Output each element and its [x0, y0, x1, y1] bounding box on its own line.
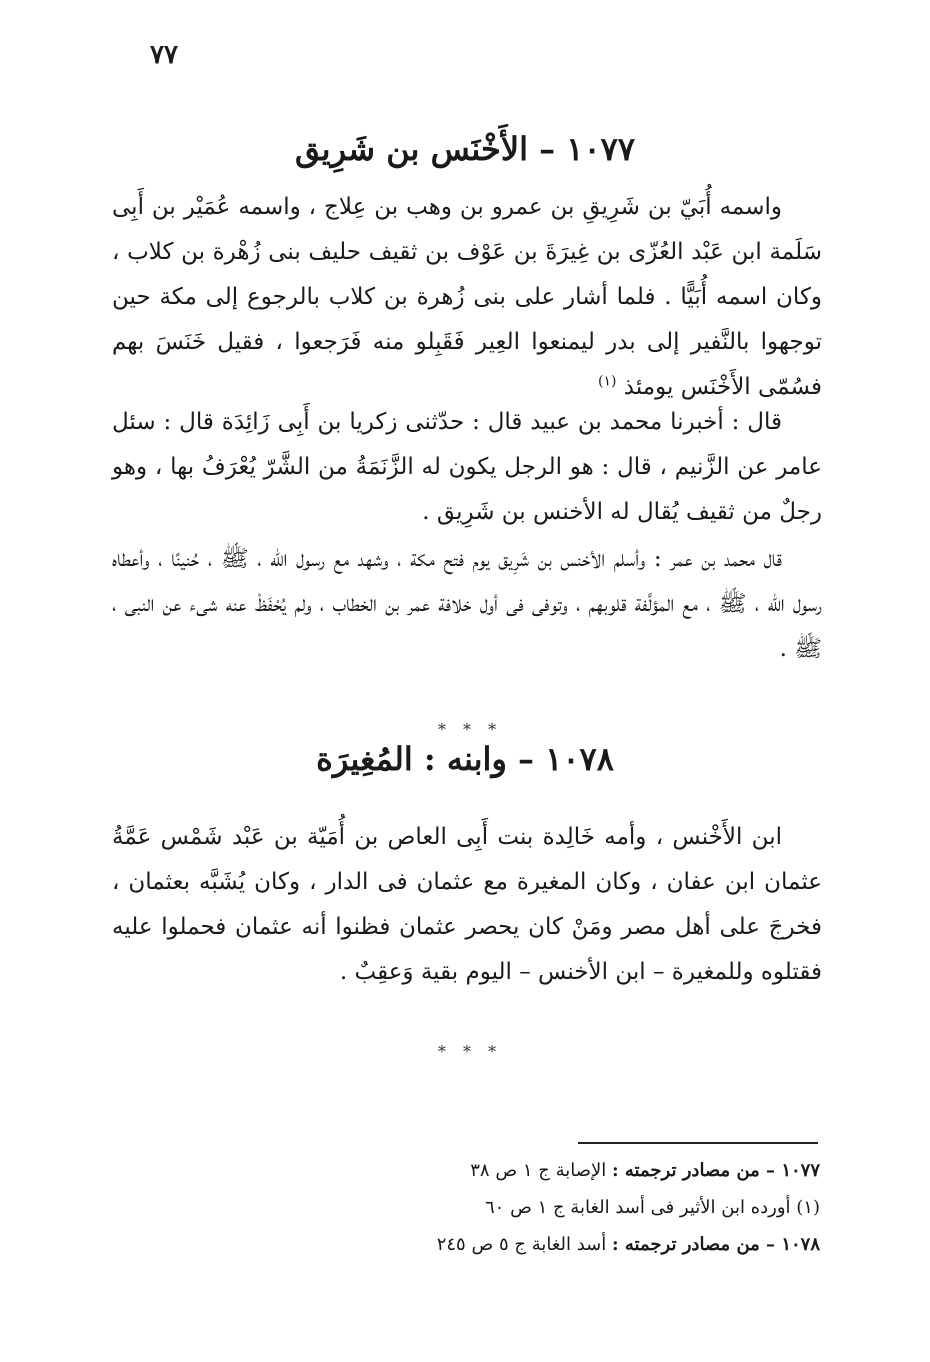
section-separator: * * *	[437, 720, 503, 739]
entry-1077-paragraph-1	[112, 185, 822, 410]
footnote-1078-sources	[300, 1226, 820, 1263]
entry-1077-paragraph-2	[112, 400, 822, 535]
entry-1078-paragraph-1	[112, 815, 822, 995]
footnote-text: الإصابة ج ١ ص ٣٨	[470, 1160, 607, 1181]
paragraph-text: قال : أخبرنا محمد بن عبيد قال : حدّثنى زكريا بن أَبِى زَائِدَة قال : سئل عامر عن الزَّنيم ، قال : هو الرجل يكون له الزَّنَمَةُ من الشَّرّ يُعْرَفُ بها ، وهو رجلٌ من ثقيف يُقال له الأخنس بن شَرِيق .	[112, 409, 822, 525]
footnote-marker: (١)	[598, 373, 617, 390]
paragraph-text: ابن الأَخْنس ، وأمه خَالِدة بنت أَبِى العاص بن أُمَيّة بن عَبْد شَمْس عَمَّةُ عثمان ابن عفان ، وكان المغيرة مع عثمان فى الدار ، وكان يُشَبَّه بعثمان ، فخرجَ على أهل مصر ومَنْ كان يحصر عثمان فظنوا أنه عثمان فحملوا عليه فقتلوه وللمغيرة – ابن الأخنس – اليوم بقية وَعقِبٌ .	[112, 824, 822, 985]
footnote-1077-sources	[300, 1152, 820, 1189]
footnote-label: ١٠٧٨ – من مصادر ترجمته :	[612, 1234, 820, 1255]
footnote-divider	[578, 1142, 818, 1144]
footnote-text: أسد الغابة ج ٥ ص ٢٤٥	[436, 1234, 607, 1255]
footnotes	[300, 1152, 820, 1263]
paragraph-text: واسمه أُبَيّ بن شَرِيقِ بن عمرو بن وهب بن عِلاج ، واسمه عُمَيْر بن أَبِى سَلَمة ابن عَبْد العُزّى بن غِيرَةَ بن عَوْف بن ثقيف حليف بنى زُهْرة بن كلاب ، وكان اسمه أُبَيًّا . فلما أشار على بنى زُهرة بن كلاب بالرجوع إلى مكة حين توجهوا بالنَّفير إلى بدر ليمنعوا العِير فَقَبِلو منه فَرَجعوا ، فقيل خَنَسَ بهم فسُمّى الأَخْنَس يومئذ	[112, 194, 822, 400]
entry-1077-paragraph-3	[112, 537, 822, 672]
section-separator: * * *	[437, 1042, 503, 1061]
paragraph-text: قال محمد بن عمر : وأسلم الأخنس بن شَرِيق يوم فتح مكة ، وشهد مع رسول الله ، ﷺ ، حُنينًا ، وأعطاه رسول الله ، ﷺ ، مع المؤلَّفة قلوبهم ، وتوفى فى أول خلافة عمر بن الخطاب ، ولم يُحْفَظْ عنه شىء عن النبى ، ﷺ .	[112, 546, 822, 662]
page-number: ٧٧	[150, 40, 178, 70]
footnote-label: ١٠٧٧ – من مصادر ترجمته :	[612, 1160, 820, 1181]
entry-title-1077: ١٠٧٧ – الأَخْنَس بن شَرِيق	[294, 130, 635, 168]
footnote-1	[300, 1189, 820, 1226]
footnote-text: (١) أورده ابن الأثير فى أسد الغابة ج ١ ص ٦٠	[485, 1197, 820, 1218]
entry-title-1078: ١٠٧٨ – وابنه : المُغِيرَة	[316, 740, 614, 778]
